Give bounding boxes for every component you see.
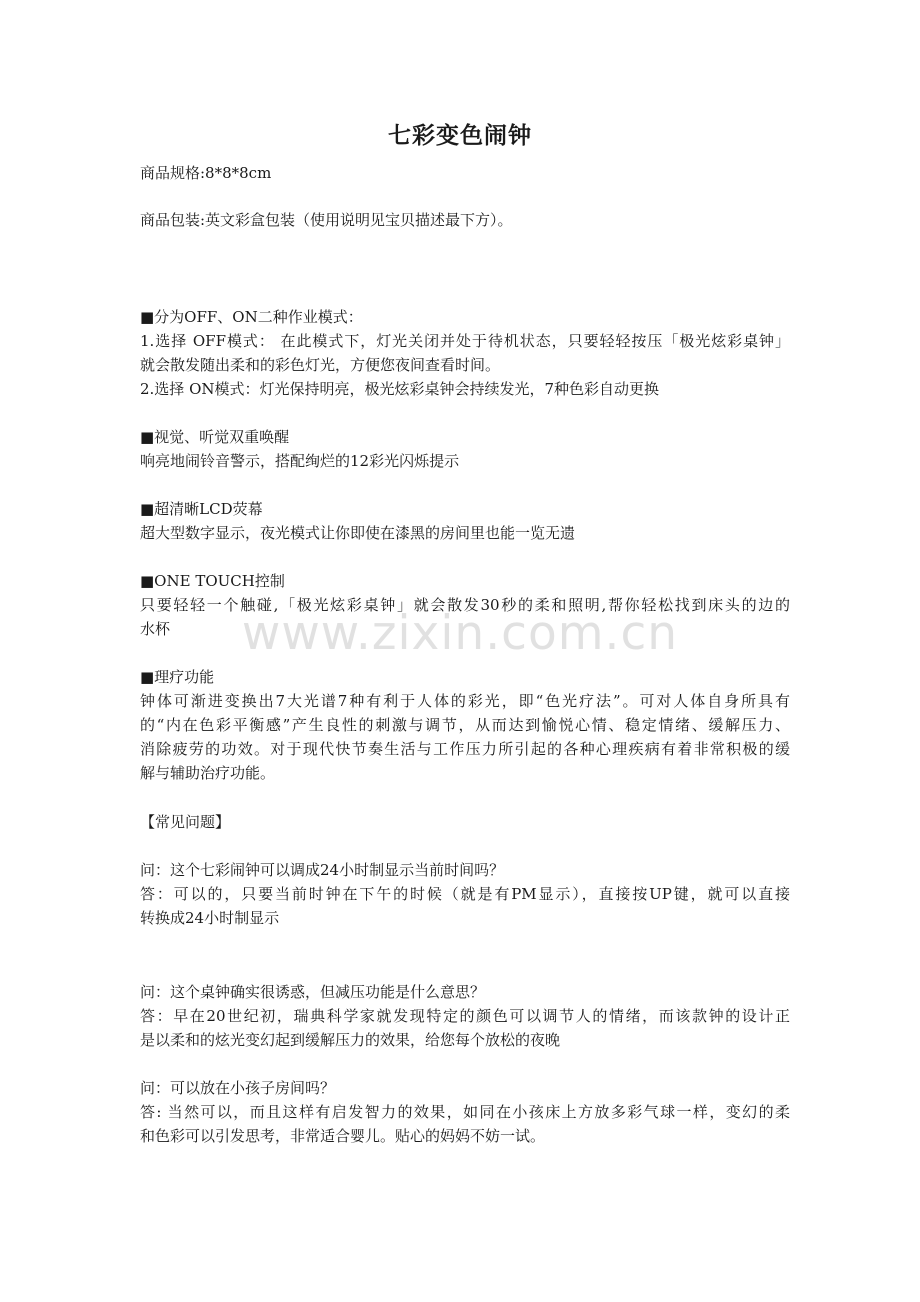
- text-line: 解与辅助治疗功能。: [140, 764, 276, 782]
- document-title: 七彩变色闹钟: [388, 123, 532, 149]
- section-heading: ■视觉、听觉双重唤醒: [140, 428, 290, 446]
- faq-answer: 是以柔和的炫光变幻起到缓解压力的效果，给您每个放松的夜晚: [140, 1031, 561, 1049]
- faq-question: 问：这个七彩闹钟可以调成24小时制显示当前时间吗？: [140, 861, 505, 879]
- section-heading: ■ONE TOUCH控制: [140, 572, 285, 590]
- faq-answer: 答：可以的，只要当前时钟在下午的时候（就是有PM显示），直接按UP键，就可以直接: [140, 885, 790, 903]
- section-heading: ■理疗功能: [140, 668, 215, 686]
- text-line: 水杯: [140, 620, 171, 638]
- text-line: 的“内在色彩平衡感”产生良性的刺激与调节，从而达到愉悦心情、稳定情绪、缓解压力、: [140, 716, 790, 734]
- faq-question: 问：可以放在小孩子房间吗？: [140, 1079, 336, 1097]
- text-line: 1.选择 OFF模式： 在此模式下，灯光关闭并处于待机状态，只要轻轻按压「极光炫彩桌钟」: [140, 332, 790, 350]
- text-line: 钟体可渐进变换出7大光谱7种有利于人体的彩光，即“色光疗法”。可对人体自身所具有: [140, 692, 790, 710]
- text-line: 2.选择 ON模式：灯光保持明亮，极光炫彩桌钟会持续发光，7种色彩自动更换: [140, 380, 660, 398]
- text-line: 消除疲劳的功效。对于现代快节奏生活与工作压力所引起的各种心理疾病有着非常积极的缓: [140, 740, 790, 758]
- text-line: 商品包装:英文彩盒包装（使用说明见宝贝描述最下方）。: [140, 211, 513, 229]
- faq-answer: 答: 当然可以，而且这样有启发智力的效果，如同在小孩床上方放多彩气球一样，变幻的柔: [140, 1103, 790, 1121]
- text-line: 只要轻轻一个触碰,「极光炫彩桌钟」就会散发30秒的柔和照明,帮你轻松找到床头的边的: [140, 596, 790, 614]
- faq-heading: 【常见问题】: [140, 813, 231, 831]
- text-line: 超大型数字显示，夜光模式让你即使在漆黑的房间里也能一览无遗: [140, 524, 576, 542]
- faq-answer: 答：早在20世纪初，瑞典科学家就发现特定的颜色可以调节人的情绪，而该款钟的设计正: [140, 1007, 790, 1025]
- text-line: 就会散发随出柔和的彩色灯光，方便您夜间查看时间。: [140, 356, 501, 374]
- text-line: 商品规格:8*8*8cm: [140, 164, 272, 182]
- section-heading: ■超清晰LCD荧幕: [140, 500, 263, 518]
- section-heading: ■分为OFF、ON二种作业模式：: [140, 308, 363, 326]
- text-line: 响亮地闹铃音警示，搭配绚烂的12彩光闪烁提示: [140, 452, 460, 470]
- faq-question: 问：这个桌钟确实很诱惑，但减压功能是什么意思？: [140, 983, 486, 1001]
- faq-answer: 和色彩可以引发思考，非常适合婴儿。贴心的妈妈不妨一试。: [140, 1127, 546, 1145]
- watermark: www.zixin.com.cn: [241, 606, 679, 661]
- faq-answer: 转换成24小时制显示: [140, 909, 280, 927]
